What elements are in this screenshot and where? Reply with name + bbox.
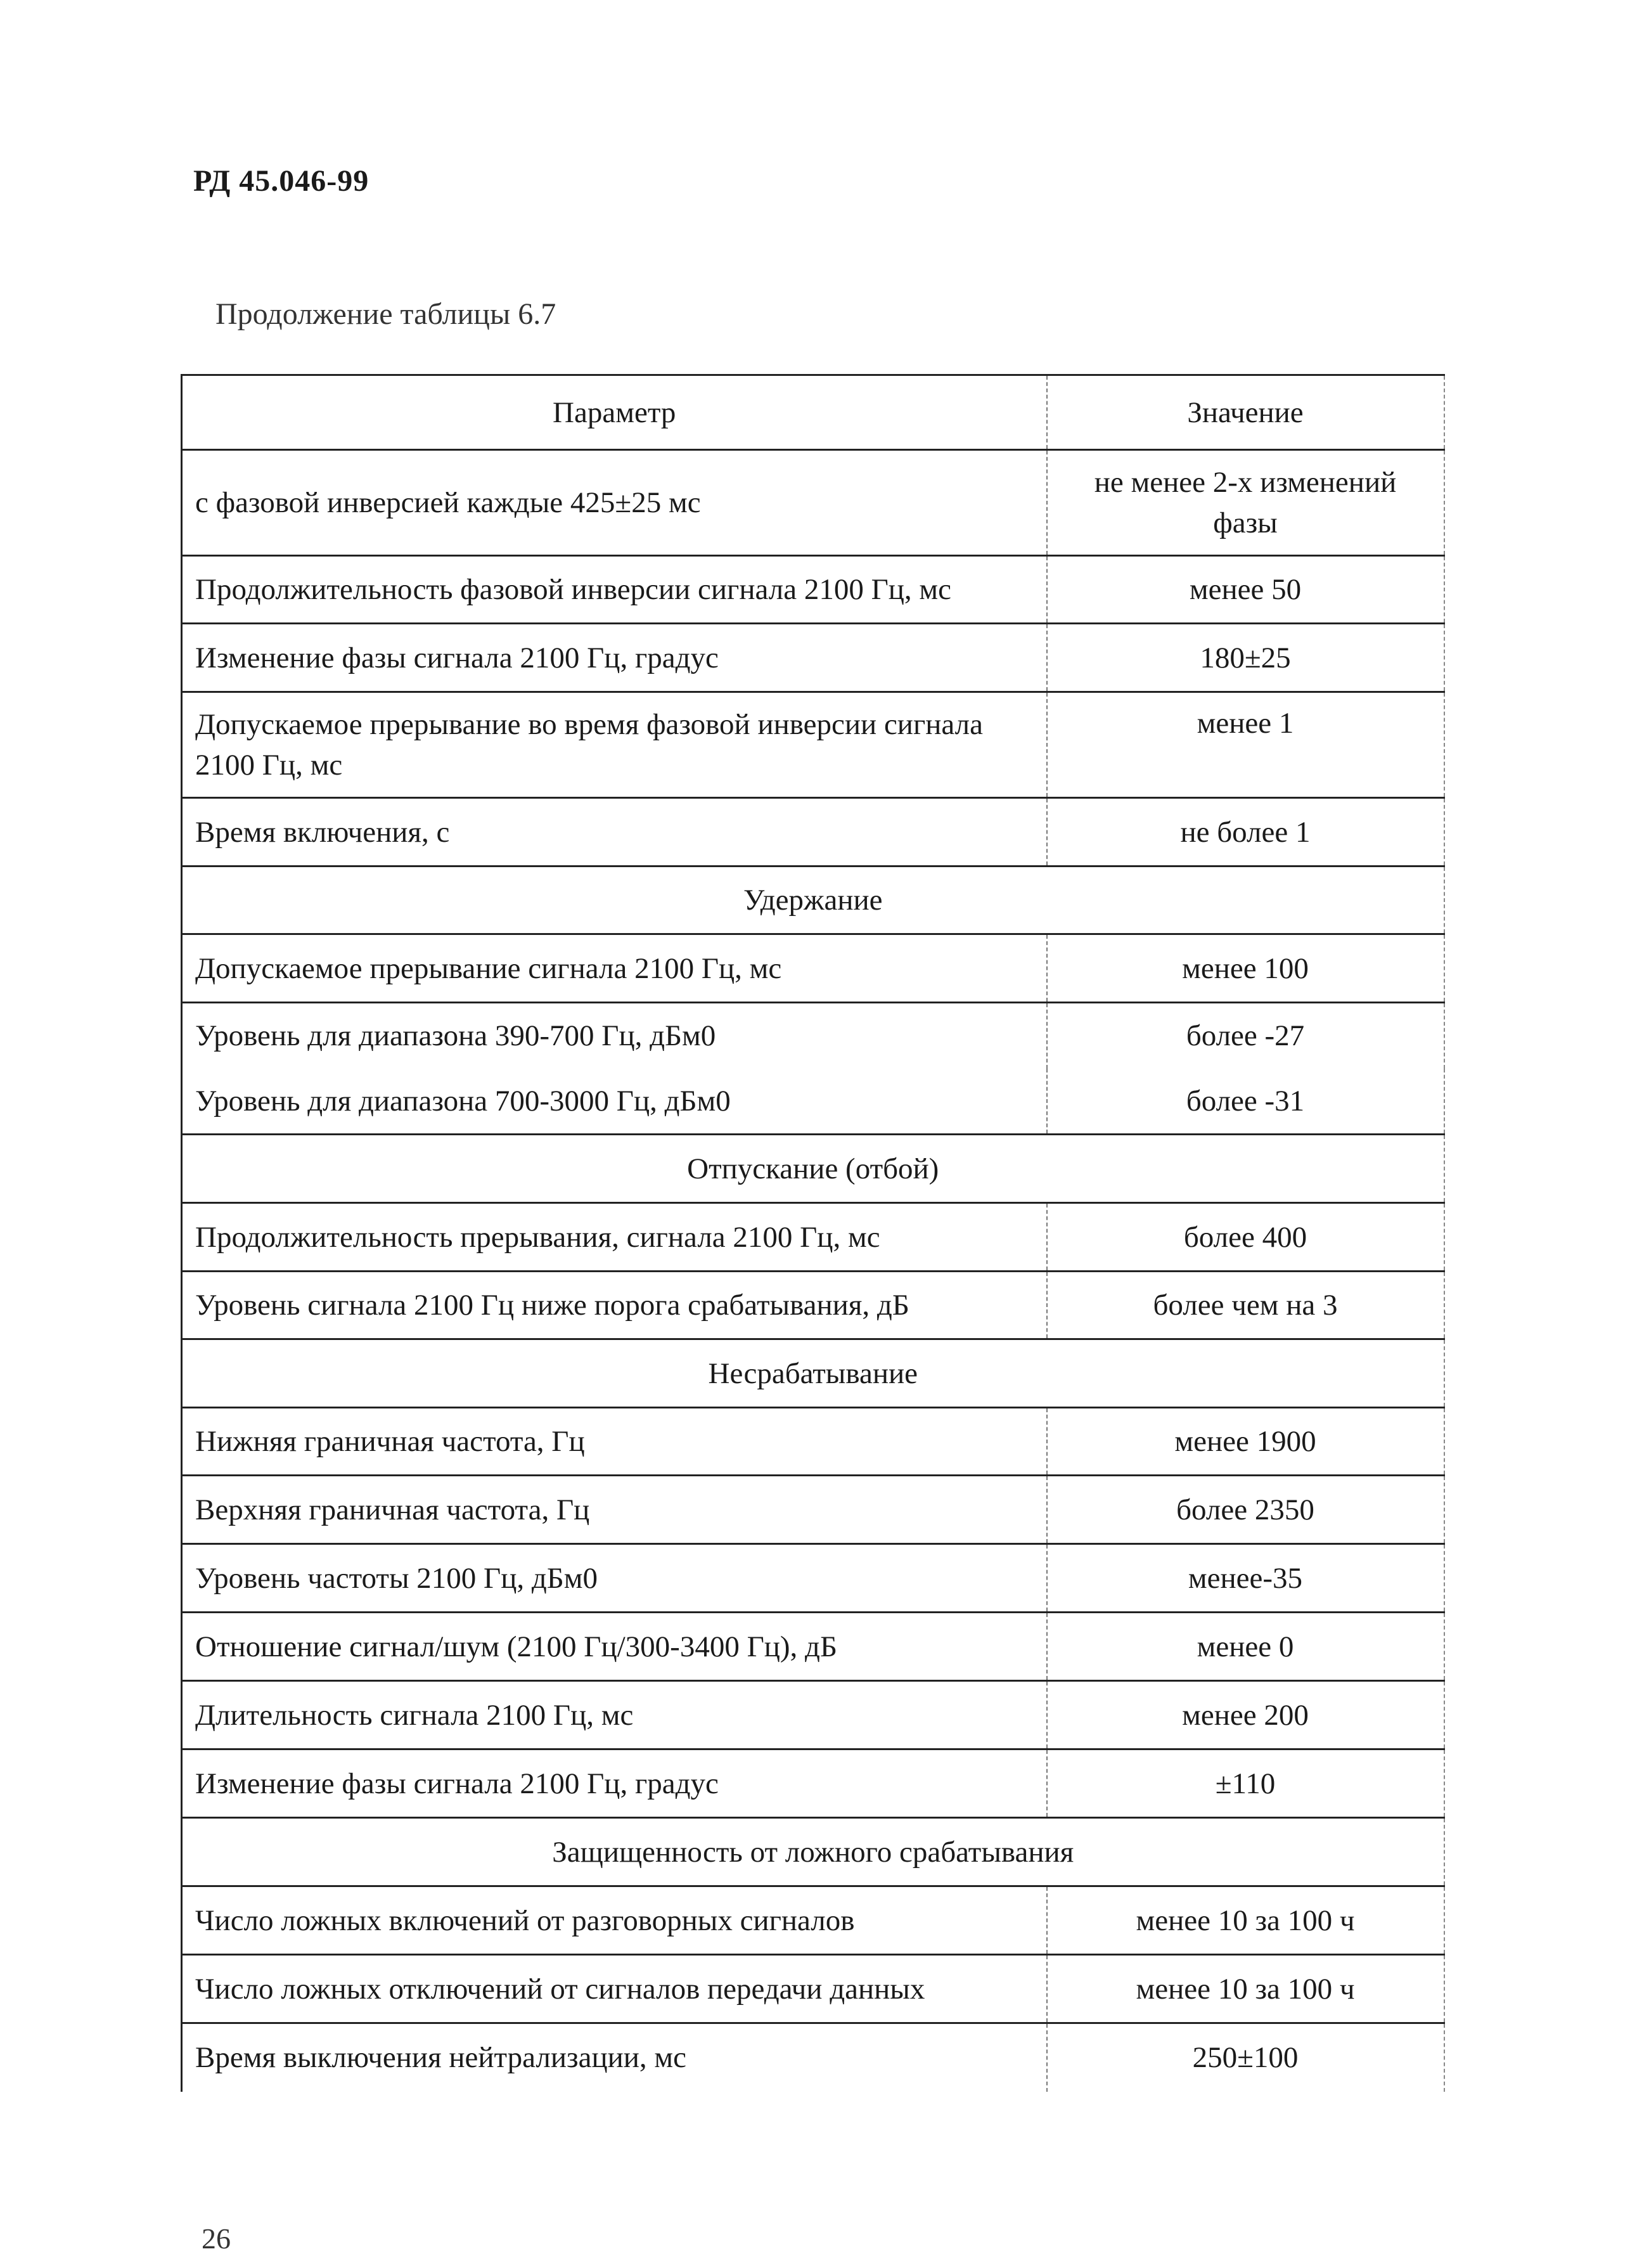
column-header-value: Значение xyxy=(1047,375,1444,450)
value-cell: менее 10 за 100 ч xyxy=(1047,1886,1444,1955)
param-cell: Число ложных включений от разговорных сигналов xyxy=(182,1886,1047,1955)
table-row xyxy=(182,934,1444,1003)
value-cell: более чем на 3 xyxy=(1047,1272,1444,1339)
table-row xyxy=(182,1408,1444,1476)
param-cell: Время выключения нейтрализации, мс xyxy=(182,2023,1047,2092)
value-cell: менее 1 xyxy=(1047,692,1444,798)
table-header-row xyxy=(182,375,1444,450)
table-row xyxy=(182,1749,1444,1818)
param-cell: Время включения, с xyxy=(182,798,1047,867)
table-row xyxy=(182,1069,1444,1135)
value-cell: 250±100 xyxy=(1047,2023,1444,2092)
param-cell: Верхняя граничная частота, Гц xyxy=(182,1476,1047,1544)
table-row xyxy=(182,2023,1444,2092)
table-row xyxy=(182,798,1444,867)
table-row xyxy=(182,556,1444,624)
value-cell: не менее 2-х изменений фазы xyxy=(1047,450,1444,556)
section-title: Удержание xyxy=(182,867,1444,934)
param-cell: Уровень для диапазона 700-3000 Гц, дБм0 xyxy=(182,1069,1047,1135)
value-cell: более 2350 xyxy=(1047,1476,1444,1544)
param-cell: Длительность сигнала 2100 Гц, мс xyxy=(182,1681,1047,1749)
table-row xyxy=(182,1203,1444,1272)
section-title: Защищенность от ложного срабатывания xyxy=(182,1818,1444,1886)
value-cell: менее-35 xyxy=(1047,1544,1444,1613)
section-row xyxy=(182,1339,1444,1408)
param-cell: Продолжительность фазовой инверсии сигнала 2100 Гц, мс xyxy=(182,556,1047,624)
param-cell: Отношение сигнал/шум (2100 Гц/300-3400 Гц), дБ xyxy=(182,1613,1047,1681)
section-row xyxy=(182,1818,1444,1886)
table-row xyxy=(182,692,1444,798)
table-row xyxy=(182,1886,1444,1955)
value-cell: 180±25 xyxy=(1047,624,1444,692)
table-row xyxy=(182,1681,1444,1749)
section-row xyxy=(182,1135,1444,1203)
value-cell: менее 100 xyxy=(1047,934,1444,1003)
param-cell: Уровень частоты 2100 Гц, дБм0 xyxy=(182,1544,1047,1613)
table-caption: Продолжение таблицы 6.7 xyxy=(215,297,556,331)
table-row xyxy=(182,624,1444,692)
document-id: РД 45.046-99 xyxy=(193,164,369,198)
value-cell: менее 10 за 100 ч xyxy=(1047,1955,1444,2023)
value-cell: не более 1 xyxy=(1047,798,1444,867)
value-cell: более -27 xyxy=(1047,1003,1444,1069)
param-cell: Уровень для диапазона 390-700 Гц, дБм0 xyxy=(182,1003,1047,1069)
value-cell: ±110 xyxy=(1047,1749,1444,1818)
value-cell: более -31 xyxy=(1047,1069,1444,1135)
table-row xyxy=(182,450,1444,556)
section-row xyxy=(182,867,1444,934)
column-header-param: Параметр xyxy=(182,375,1047,450)
value-cell: менее 1900 xyxy=(1047,1408,1444,1476)
param-cell: Уровень сигнала 2100 Гц ниже порога срабатывания, дБ xyxy=(182,1272,1047,1339)
param-cell: Допускаемое прерывание во время фазовой инверсии сигнала 2100 Гц, мс xyxy=(182,692,1047,798)
section-title: Отпускание (отбой) xyxy=(182,1135,1444,1203)
value-cell: менее 50 xyxy=(1047,556,1444,624)
param-cell: Допускаемое прерывание сигнала 2100 Гц, мс xyxy=(182,934,1047,1003)
table-row xyxy=(182,1544,1444,1613)
value-cell: более 400 xyxy=(1047,1203,1444,1272)
spec-table xyxy=(181,374,1445,2092)
param-cell: Изменение фазы сигнала 2100 Гц, градус xyxy=(182,1749,1047,1818)
value-cell: менее 0 xyxy=(1047,1613,1444,1681)
param-cell: Число ложных отключений от сигналов передачи данных xyxy=(182,1955,1047,2023)
table-row xyxy=(182,1476,1444,1544)
value-cell: менее 200 xyxy=(1047,1681,1444,1749)
page-number: 26 xyxy=(202,2222,231,2255)
param-cell: с фазовой инверсией каждые 425±25 мс xyxy=(182,450,1047,556)
table-row xyxy=(182,1003,1444,1069)
param-cell: Продолжительность прерывания, сигнала 2100 Гц, мс xyxy=(182,1203,1047,1272)
table-row xyxy=(182,1613,1444,1681)
table-row xyxy=(182,1272,1444,1339)
section-title: Несрабатывание xyxy=(182,1339,1444,1408)
param-cell: Изменение фазы сигнала 2100 Гц, градус xyxy=(182,624,1047,692)
param-cell: Нижняя граничная частота, Гц xyxy=(182,1408,1047,1476)
table-row xyxy=(182,1955,1444,2023)
